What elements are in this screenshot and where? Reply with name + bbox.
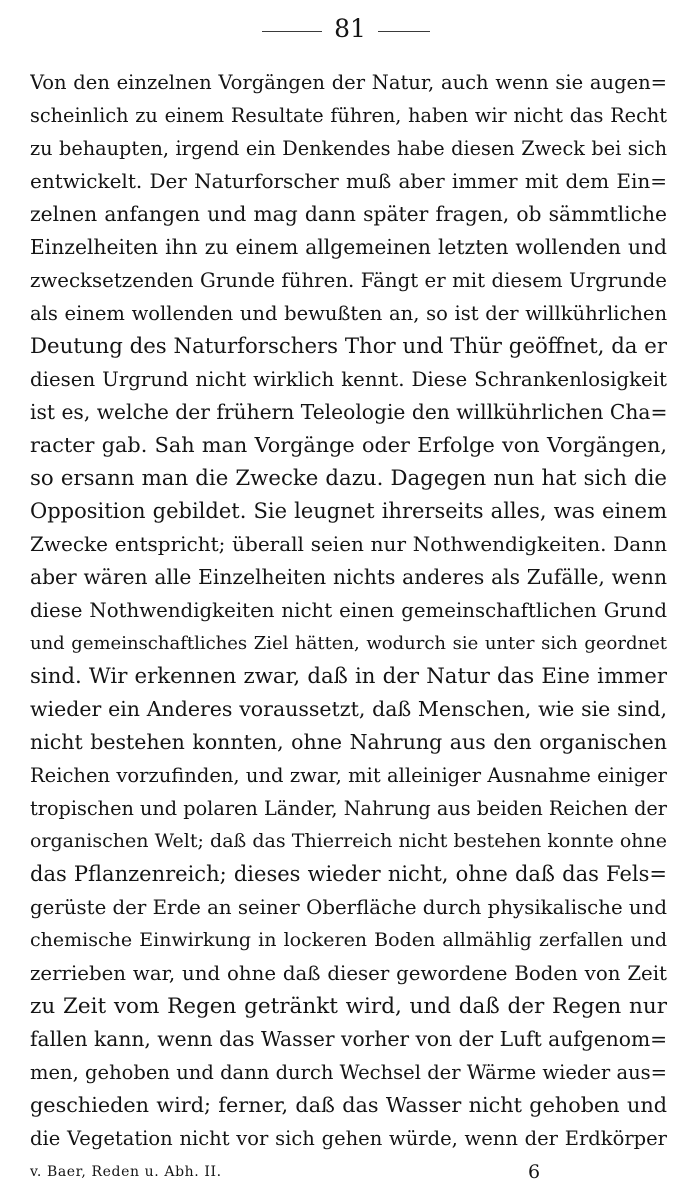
text-line: organischen Welt; daß das Thierreich nicht bestehen konnte ohne <box>30 830 667 852</box>
text-line: racter gab. Sah man Vorgänge oder Erfolge von Vorgängen, <box>30 433 667 457</box>
text-line: tropischen und polaren Länder, Nahrung aus beiden Reichen der <box>30 797 667 820</box>
text-line: chemische Einwirkung in lockeren Boden allmählig zerfallen und <box>30 929 667 951</box>
text-line: diese Nothwendigkeiten nicht einen gemeinschaftlichen Grund <box>30 599 667 622</box>
text-line: diesen Urgrund nicht wirklich kennt. Diese Schrankenlosigkeit <box>30 368 667 391</box>
text-line: zu behaupten, irgend ein Denkendes habe diesen Zweck bei sich <box>30 137 667 160</box>
text-line: scheinlich zu einem Resultate führen, haben wir nicht das Recht <box>30 104 667 127</box>
text-line: wieder ein Anderes voraussetzt, daß Menschen, wie sie sind, <box>30 697 667 721</box>
text-line: Opposition gebildet. Sie leugnet ihrerseits alles, was einem <box>30 499 667 523</box>
page-footer <box>0 1158 697 1188</box>
page-number: 81 <box>334 14 366 43</box>
text-line: so ersann man die Zwecke dazu. Dagegen nun hat sich die <box>30 466 667 491</box>
text-line: Von den einzelnen Vorgängen der Natur, auch wenn sie augen= <box>30 71 667 94</box>
text-line: men, gehoben und dann durch Wechsel der Wärme wieder aus= <box>30 1061 667 1084</box>
text-line: Einzelheiten ihn zu einem allgemeinen letzten wollenden und <box>30 235 667 259</box>
text-line: und gemeinschaftliches Ziel hätten, wodurch sie unter sich geordnet <box>30 633 667 654</box>
text-line: das Pflanzenreich; dieses wieder nicht, ohne daß das Fels= <box>30 862 667 886</box>
header-rule-left <box>262 31 322 32</box>
text-line: fallen kann, wenn das Wasser vorher von der Luft aufgenom= <box>30 1027 667 1051</box>
page-header <box>0 14 697 46</box>
text-line: gerüste der Erde an seiner Oberfläche durch physikalische und <box>30 896 667 919</box>
sheet-number: 6 <box>528 1161 541 1183</box>
signature-line: v. Baer, Reden u. Abh. II. <box>30 1164 222 1180</box>
text-line: Zwecke entspricht; überall seien nur Nothwendigkeiten. Dann <box>30 532 667 556</box>
text-line: zu Zeit vom Regen getränkt wird, und daß der Regen nur <box>30 994 667 1019</box>
text-line: sind. Wir erkennen zwar, daß in der Natur das Eine immer <box>30 664 667 689</box>
text-line: zerrieben war, und ohne daß dieser gewordene Boden von Zeit <box>30 962 667 985</box>
text-line: ist es, welche der frühern Teleologie den willkührlichen Cha= <box>30 400 667 424</box>
text-line: geschieden wird; ferner, daß das Wasser nicht gehoben und <box>30 1093 667 1117</box>
text-line: Reichen vorzufinden, und zwar, mit alleiniger Ausnahme einiger <box>30 764 667 787</box>
text-line: nicht bestehen konnten, ohne Nahrung aus den organischen <box>30 730 667 754</box>
text-line: Deutung des Naturforschers Thor und Thür geöffnet, da er <box>30 334 667 359</box>
text-line: entwickelt. Der Naturforscher muß aber immer mit dem Ein= <box>30 169 667 193</box>
text-line: die Vegetation nicht vor sich gehen würde, wenn der Erdkörper <box>30 1127 667 1150</box>
text-line: zwecksetzenden Grunde führen. Fängt er mit diesem Urgrunde <box>30 269 667 292</box>
text-line: zelnen anfangen und mag dann später fragen, ob sämmtliche <box>30 202 667 226</box>
text-line: aber wären alle Einzelheiten nichts anderes als Zufälle, wenn <box>30 565 667 589</box>
header-rule-right <box>378 31 430 32</box>
text-line: als einem wollenden und bewußten an, so ist der willkührlichen <box>30 302 667 325</box>
